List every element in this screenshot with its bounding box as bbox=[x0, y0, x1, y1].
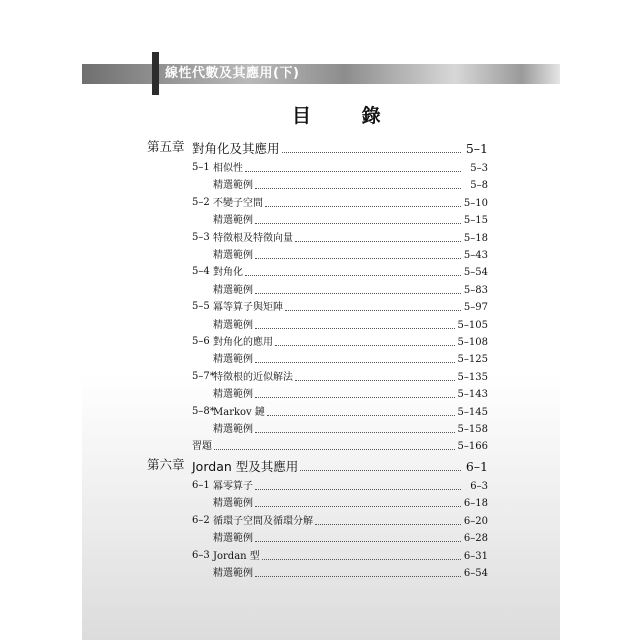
entry-page-number: 6–31 bbox=[463, 550, 488, 562]
entry-title: 特徵根及特徵向量 bbox=[213, 232, 293, 244]
entry-page-number: 6–18 bbox=[463, 498, 488, 510]
section-number: 5–8* bbox=[192, 405, 215, 417]
entry-page-number: 6–20 bbox=[463, 515, 488, 527]
entry-title: 精選範例 bbox=[213, 533, 253, 545]
dot-leader bbox=[267, 415, 455, 416]
chapter-page-number: 5–1 bbox=[465, 141, 488, 156]
entry-title: 精選範例 bbox=[213, 250, 253, 261]
dot-leader bbox=[265, 206, 461, 207]
section-number: 6–1 bbox=[192, 480, 210, 491]
section-row[interactable] bbox=[213, 510, 488, 528]
dot-leader bbox=[300, 470, 461, 471]
entry-title: Markov 鏈 bbox=[213, 406, 265, 418]
dot-leader bbox=[295, 241, 461, 242]
entry-page-number: 5–105 bbox=[457, 319, 488, 331]
section-number: 5–2 bbox=[192, 196, 210, 208]
book-title: 線性代數及其應用(下) bbox=[165, 66, 300, 81]
entry-page-number: 6–3 bbox=[470, 481, 488, 492]
section-row[interactable] bbox=[213, 157, 488, 175]
chapter-number: 第五章 bbox=[147, 139, 185, 154]
dot-leader bbox=[275, 345, 455, 346]
entry-title: 冪零算子 bbox=[213, 481, 253, 492]
entry-page-number: 5–3 bbox=[470, 163, 488, 174]
entry-page-number: 6–54 bbox=[463, 568, 488, 579]
chapter-title: Jordan 型及其應用 bbox=[192, 459, 299, 474]
dot-leader bbox=[255, 541, 461, 542]
entry-title: 對角化 bbox=[213, 267, 243, 279]
entry-title: 精選範例 bbox=[213, 498, 253, 510]
entry-title: 精選範例 bbox=[213, 389, 253, 401]
chapter-number: 第六章 bbox=[147, 457, 185, 472]
entry-title: 精選範例 bbox=[213, 180, 253, 192]
section-number: 5–4 bbox=[192, 266, 210, 278]
dot-leader bbox=[295, 380, 455, 381]
dot-leader bbox=[214, 449, 455, 450]
section-number: 5–3 bbox=[192, 231, 210, 243]
dot-leader bbox=[262, 559, 461, 560]
section-row[interactable] bbox=[213, 475, 488, 493]
dot-leader bbox=[255, 489, 461, 490]
entry-title: 循環子空間及循環分解 bbox=[213, 515, 313, 527]
dot-leader bbox=[255, 397, 455, 398]
entry-title: 冪等算子與矩陣 bbox=[213, 302, 283, 314]
dot-leader bbox=[255, 328, 455, 329]
entry-page-number: 5–135 bbox=[457, 371, 488, 383]
chapter-row[interactable] bbox=[192, 138, 488, 156]
entry-page-number: 5–97 bbox=[463, 302, 488, 314]
examples-row[interactable] bbox=[213, 209, 488, 227]
dot-leader bbox=[285, 310, 461, 311]
dot-leader bbox=[315, 524, 461, 525]
section-row[interactable] bbox=[213, 545, 488, 563]
examples-row[interactable] bbox=[213, 527, 488, 545]
section-row[interactable] bbox=[213, 227, 488, 245]
section-number: 5–6 bbox=[192, 336, 210, 347]
examples-row[interactable] bbox=[213, 244, 488, 262]
dot-leader bbox=[255, 188, 461, 189]
section-number: 5–1 bbox=[192, 162, 210, 173]
entry-page-number: 6–28 bbox=[463, 533, 488, 545]
entry-title: Jordan 型 bbox=[213, 550, 260, 562]
entry-title: 精選範例 bbox=[213, 424, 253, 435]
section-row[interactable] bbox=[213, 261, 488, 279]
entry-page-number: 5–43 bbox=[463, 250, 488, 261]
entry-page-number: 5–83 bbox=[463, 284, 488, 296]
examples-row[interactable] bbox=[213, 418, 488, 436]
section-number: 6–2 bbox=[192, 514, 210, 526]
section-number: 5–7* bbox=[192, 370, 215, 382]
dot-leader bbox=[245, 171, 461, 172]
examples-row[interactable] bbox=[213, 279, 488, 297]
entry-title: 精選範例 bbox=[213, 319, 253, 331]
entry-page-number: 5–18 bbox=[463, 232, 488, 244]
entry-title: 特徵根的近似解法 bbox=[213, 371, 293, 383]
toc-heading: 目 錄 bbox=[292, 105, 403, 127]
entry-page-number: 5–143 bbox=[457, 389, 488, 401]
entry-title: 精選範例 bbox=[213, 284, 253, 296]
entry-page-number: 5–15 bbox=[463, 215, 488, 227]
entry-page-number: 5–108 bbox=[457, 337, 488, 348]
examples-row[interactable] bbox=[213, 348, 488, 366]
dot-leader bbox=[255, 576, 461, 577]
section-row[interactable] bbox=[213, 296, 488, 314]
chapter-page-number: 6–1 bbox=[465, 459, 488, 474]
dot-leader bbox=[255, 362, 455, 363]
entry-title: 精選範例 bbox=[213, 568, 253, 579]
examples-row[interactable] bbox=[213, 314, 488, 332]
section-number: 6–3 bbox=[192, 549, 210, 561]
examples-row[interactable] bbox=[213, 562, 488, 580]
entry-title: 對角化的應用 bbox=[213, 337, 273, 348]
entry-title: 習題 bbox=[192, 441, 212, 453]
section-row[interactable] bbox=[213, 331, 488, 349]
entry-page-number: 5–125 bbox=[457, 354, 488, 366]
chapter-title: 對角化及其應用 bbox=[192, 141, 280, 156]
entry-page-number: 5–8 bbox=[470, 180, 488, 192]
dot-leader bbox=[245, 275, 461, 276]
dot-leader bbox=[255, 223, 461, 224]
entry-page-number: 5–166 bbox=[457, 441, 488, 453]
section-row[interactable] bbox=[213, 366, 488, 384]
entry-title: 精選範例 bbox=[213, 215, 253, 227]
section-number: 5–5 bbox=[192, 301, 210, 313]
entry-page-number: 5–145 bbox=[457, 406, 488, 418]
exercise-row[interactable] bbox=[192, 435, 488, 453]
entry-page-number: 5–10 bbox=[463, 197, 488, 209]
examples-row[interactable] bbox=[213, 174, 488, 192]
dot-leader bbox=[255, 432, 455, 433]
entry-title: 不變子空間 bbox=[213, 197, 263, 209]
section-row[interactable] bbox=[213, 401, 488, 419]
entry-page-number: 5–54 bbox=[463, 267, 488, 279]
chapter-row[interactable] bbox=[192, 456, 488, 474]
entry-title: 精選範例 bbox=[213, 354, 253, 366]
section-row[interactable] bbox=[213, 192, 488, 210]
dot-leader bbox=[255, 258, 461, 259]
entry-title: 相似性 bbox=[213, 163, 243, 174]
examples-row[interactable] bbox=[213, 492, 488, 510]
dot-leader bbox=[255, 293, 461, 294]
dot-leader bbox=[282, 152, 461, 153]
examples-row[interactable] bbox=[213, 383, 488, 401]
dot-leader bbox=[255, 506, 461, 507]
entry-page-number: 5–158 bbox=[457, 424, 488, 435]
